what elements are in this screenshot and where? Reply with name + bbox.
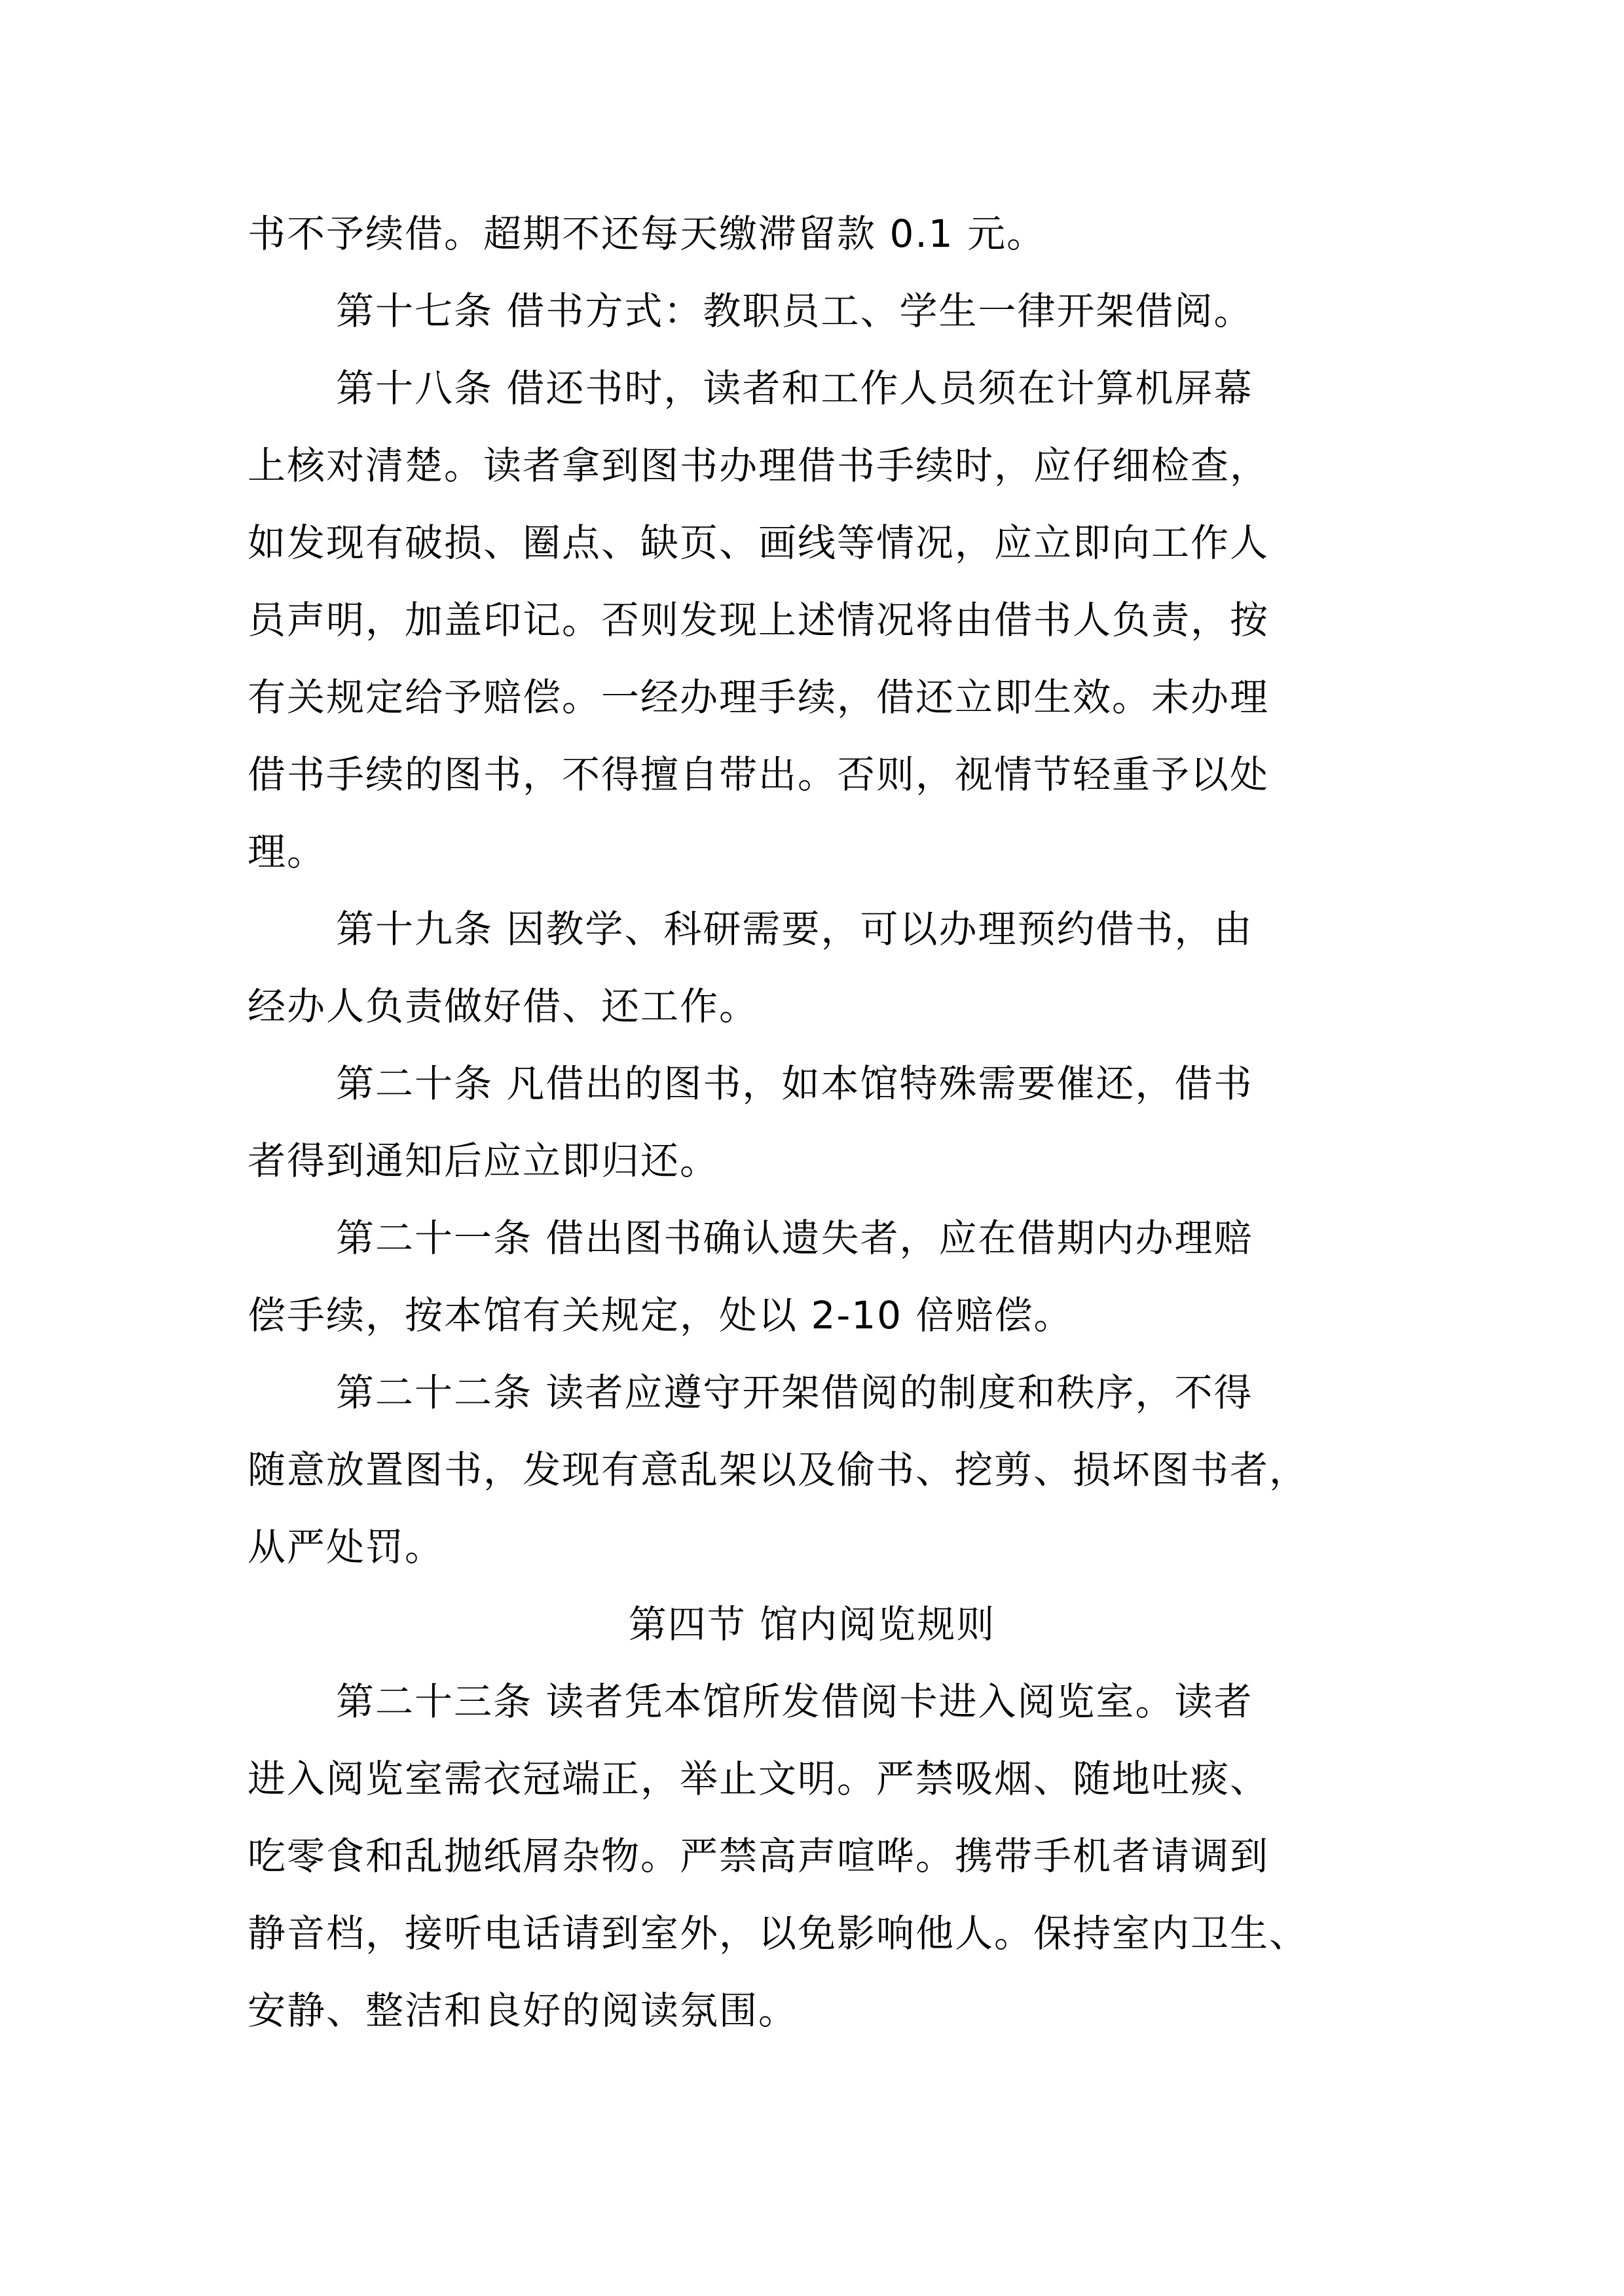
article-19-line: 第十九条 因教学、科研需要，可以办理预约借书，由	[336, 907, 1253, 951]
article-17-line: 第十七条 借书方式：教职员工、学生一律开架借阅。	[336, 289, 1253, 333]
text-line: 如发现有破损、圈点、缺页、画线等情况，应立即向工作人	[248, 520, 1270, 565]
article-21-line: 第二十一条 借出图书确认遗失者，应在借期内办理赔	[336, 1216, 1253, 1260]
article-23-line: 第二十三条 读者凭本馆所发借阅卡进入阅览室。读者	[336, 1679, 1253, 1724]
text-line: 员声明，加盖印记。否则发现上述情况将由借书人负责，按	[248, 598, 1270, 642]
article-18-line: 第十八条 借还书时，读者和工作人员须在计算机屏幕	[336, 366, 1253, 410]
text-line: 有关规定给予赔偿。一经办理手续，借还立即生效。未办理	[248, 675, 1270, 720]
text-line: 借书手续的图书，不得擅自带出。否则，视情节轻重予以处	[248, 752, 1270, 797]
article-22-line: 第二十二条 读者应遵守开架借阅的制度和秩序，不得	[336, 1370, 1253, 1415]
text-line: 理。	[248, 829, 327, 874]
text-line: 随意放置图书，发现有意乱架以及偷书、挖剪、损坏图书者，	[248, 1448, 1309, 1492]
text-line: 静音档，接听电话请到室外，以免影响他人。保持室内卫生、	[248, 1911, 1309, 1956]
text-line: 上核对清楚。读者拿到图书办理借书手续时，应仔细检查，	[248, 443, 1270, 488]
text-line: 进入阅览室需衣冠端正，举止文明。严禁吸烟、随地吐痰、	[248, 1757, 1270, 1801]
text-line: 经办人负责做好借、还工作。	[248, 984, 759, 1029]
text-line: 偿手续，按本馆有关规定，处以 2-10 倍赔偿。	[248, 1293, 1073, 1338]
text-line: 书不予续借。超期不还每天缴滞留款 0.1 元。	[248, 211, 1046, 256]
article-20-line: 第二十条 凡借出的图书，如本馆特殊需要催还，借书	[336, 1061, 1253, 1106]
text-line: 从严处罚。	[248, 1525, 445, 1569]
text-line: 吃零食和乱抛纸屑杂物。严禁高声喧哗。携带手机者请调到	[248, 1834, 1270, 1878]
text-line: 安静、整洁和良好的阅读氛围。	[248, 1988, 798, 2033]
section-heading: 第四节 馆内阅览规则	[628, 1602, 996, 1647]
text-line: 者得到通知后应立即归还。	[248, 1139, 720, 1183]
